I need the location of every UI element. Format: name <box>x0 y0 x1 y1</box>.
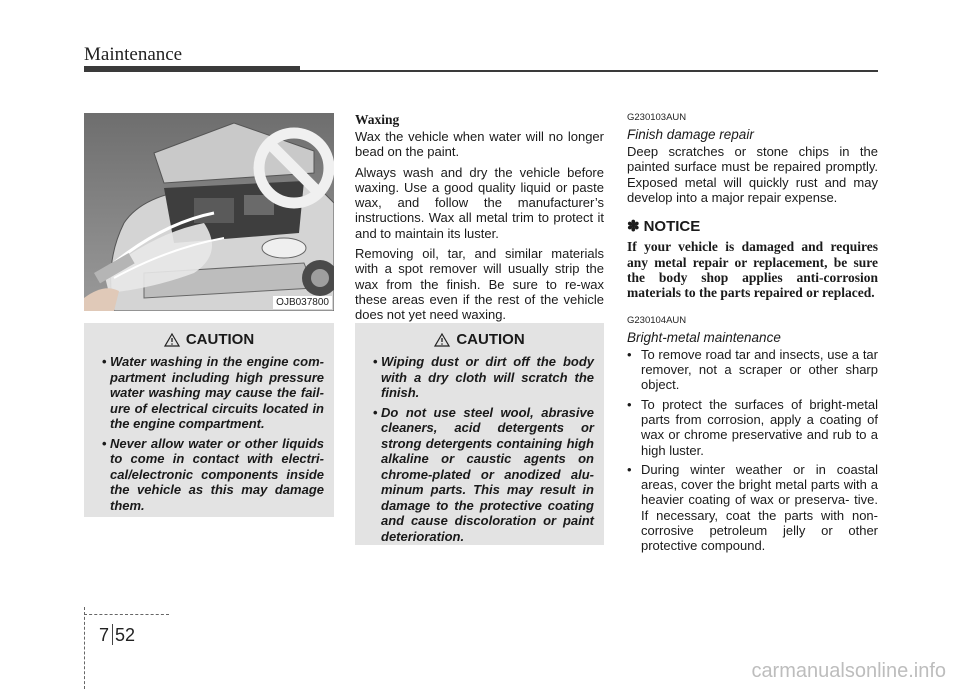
section-code: G230104AUN <box>627 314 687 326</box>
bright-metal-list <box>627 347 878 554</box>
notice-text: If your vehicle is damaged and requires any metal repair or replacement, be sure the body shop applies anti-corrosion materials to the parts repaired or replaced. <box>627 239 878 301</box>
finish-damage-title: Finish damage repair <box>627 127 754 142</box>
footer-crop-line-vertical <box>84 607 86 689</box>
figure-label: OJB037800 <box>273 296 332 309</box>
header-rule-thick <box>84 66 300 72</box>
waxing-heading: Waxing <box>355 112 400 127</box>
caution-heading <box>355 331 604 348</box>
caution-item: • Never allow water or other liquids to come in contact with electri- cal/electronic components inside the vehicle as this may damage them. <box>96 436 324 514</box>
caution-box-engine <box>84 323 334 517</box>
chapter-number: 7 <box>99 625 110 645</box>
caution-heading <box>84 331 334 348</box>
caution-item: • Do not use steel wool, abrasive cleaners, acid detergents or strong detergents containing high alkaline or caustic agents on chrome-plated or anodized alu- minum parts. This may result in damage to the protective coating and cause discoloration or paint deterioration. <box>367 405 594 545</box>
notice-asterisk-icon: ✽ <box>627 218 640 236</box>
list-item: • To remove road tar and insects, use a tar remover, not a scraper or other sharp object. <box>627 347 878 393</box>
section-code: G230103AUN <box>627 112 687 123</box>
caution-title: CAUTION <box>185 331 255 348</box>
notice-title: NOTICE <box>643 217 701 235</box>
header-rule-thin <box>300 70 878 72</box>
bright-metal-title: Bright-metal maintenance <box>627 329 781 345</box>
warning-triangle-icon <box>434 333 450 347</box>
waxing-paragraph: Wax the vehicle when water will no longer bead on the paint. <box>355 129 604 160</box>
list-item: • During winter weather or in coastal areas, cover the bright metal parts with a heavier coating of wax or preserva- tive. If necessary, coat the parts with non-corrosive petroleum jelly or other protective compound. <box>627 462 878 554</box>
list-item: • To protect the surfaces of bright-metal parts from corrosion, apply a coating of wax or chrome preservative and rub to a high luster. <box>627 397 878 458</box>
waxing-section <box>355 112 604 328</box>
watermark: carmanualsonline.info <box>751 660 946 682</box>
waxing-paragraph: Removing oil, tar, and similar materials with a spot remover will usually strip the wax from the finish. Be sure to re-wax these areas even if the rest of the vehicle does not yet need waxing. <box>355 246 604 323</box>
caution-list <box>355 354 604 544</box>
caution-item: • Water washing in the engine com- partment including high pressure water washing may cause the fail- ure of electrical circuits located in the engine compartment. <box>96 354 324 432</box>
finish-damage-text: Deep scratches or stone chips in the painted surface must be repaired promptly. Exposed metal will quickly rust and may develop into a major repair expense. <box>627 144 878 205</box>
engine-wash-illustration <box>84 113 334 311</box>
footer-crop-line-horizontal <box>84 614 169 615</box>
right-column <box>627 112 878 558</box>
caution-title: CAUTION <box>456 331 525 348</box>
warning-triangle-icon <box>164 333 180 347</box>
car-hood-open-image <box>84 113 334 311</box>
notice-heading <box>627 217 878 235</box>
waxing-paragraph: Always wash and dry the vehicle before waxing. Use a good quality liquid or paste wax, and follow the manufacturer’s instructions. Wax all metal trim to protect it and to maintain its luster. <box>355 164 604 241</box>
caution-item: • Wiping dust or dirt off the body with a dry cloth will scratch the finish. <box>367 354 594 401</box>
caution-list <box>84 354 334 513</box>
page-header-title: Maintenance <box>84 44 183 65</box>
page-number-divider <box>112 624 113 645</box>
caution-box-cleaning <box>355 323 604 545</box>
page-number: 52 <box>115 625 136 645</box>
